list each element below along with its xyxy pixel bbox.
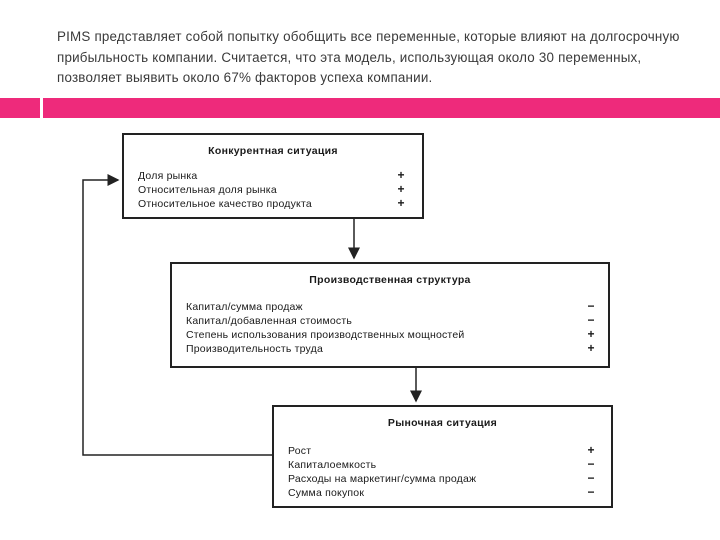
box-row-label: Капитал/добавленная стоимость xyxy=(186,315,353,327)
impact-sign: + xyxy=(587,443,595,457)
impact-sign: − xyxy=(587,457,595,471)
impact-sign: − xyxy=(587,299,595,313)
production-structure-box xyxy=(170,262,610,368)
impact-sign: + xyxy=(397,168,405,182)
box-row-label: Рост xyxy=(288,445,312,457)
market-situation-box xyxy=(272,405,613,508)
box-row-label: Доля рынка xyxy=(138,170,198,182)
impact-sign: − xyxy=(587,485,595,499)
impact-sign: + xyxy=(587,341,595,355)
impact-sign: + xyxy=(397,196,405,210)
impact-sign: − xyxy=(587,313,595,327)
box-row-label: Капитал/сумма продаж xyxy=(186,301,303,313)
box-title: Конкурентная ситуация xyxy=(208,145,338,157)
box-row-label: Расходы на маркетинг/сумма продаж xyxy=(288,473,477,485)
box-row-label: Относительная доля рынка xyxy=(138,184,277,196)
box-row-label: Капиталоемкость xyxy=(288,459,377,471)
intro-paragraph: PIMS представляет собой попытку обобщить все переменные, которые влияют на долгосрочную прибыльность компании. Считается, что эта модель, использующая около 30 переменных, позволяет выявить около 67% факторов успеха компании. xyxy=(57,29,680,85)
box-row-label: Сумма покупок xyxy=(288,487,365,499)
box-row-label: Относительное качество продукта xyxy=(138,198,312,210)
impact-sign: + xyxy=(397,182,405,196)
impact-sign: − xyxy=(587,471,595,485)
impact-sign: + xyxy=(587,327,595,341)
box-row-label: Степень использования производственных мощностей xyxy=(186,329,465,341)
box-row-label: Производительность труда xyxy=(186,343,324,355)
box-title: Производственная структура xyxy=(309,274,471,286)
box-title: Рыночная ситуация xyxy=(387,417,498,429)
competitive-situation-box xyxy=(122,133,424,219)
